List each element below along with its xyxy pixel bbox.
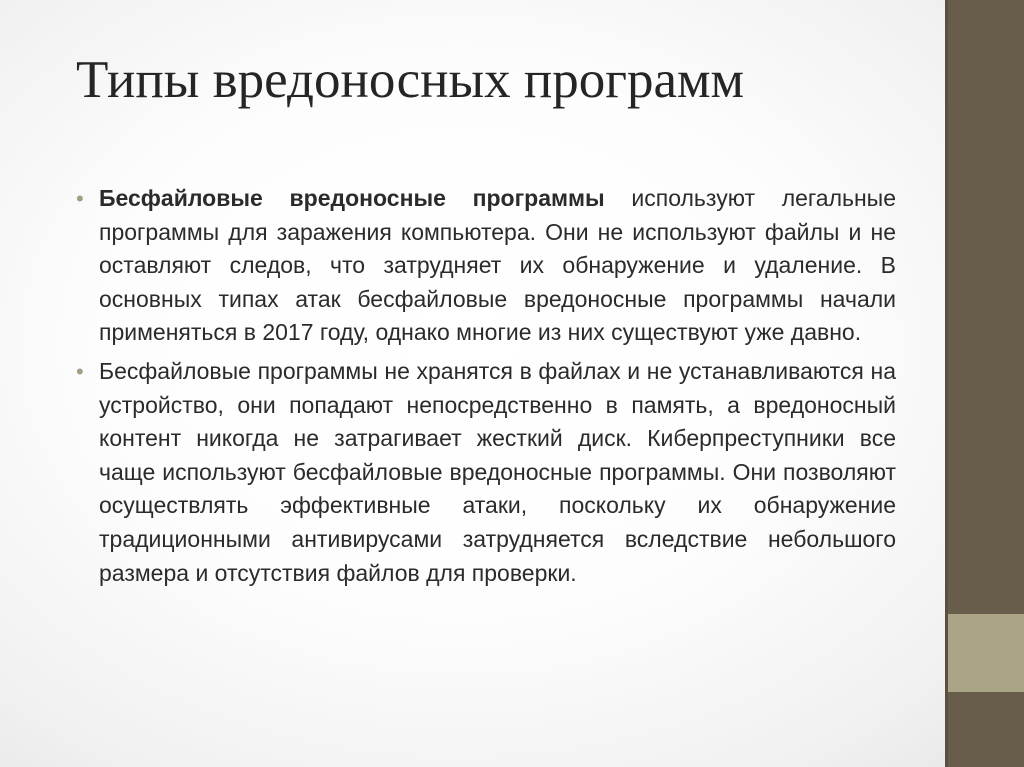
bullet-list: [76, 182, 896, 590]
bullet-2-text: Бесфайловые программы не хранятся в файлах и не устанавливаются на устройство, они попадают непосредственно в память, а вредоносный контент никогда не затрагивает жесткий диск. Киберпреступники все чаще используют бесфайловые вредоносные программы. Они позволяют осуществлять эффективные атаки, поскольку их обнаружение традиционными антивирусами затрудняется вследствие небольшого размера и отсутствия файлов для проверки.: [99, 357, 896, 586]
slide-title: Типы вредоносных программ: [76, 51, 745, 109]
bullet-item-2: [76, 355, 896, 590]
slide-content: [76, 182, 896, 595]
bullet-1-bold-text: Бесфайловые вредоносные программы: [99, 185, 605, 211]
bullet-marker: •: [76, 358, 84, 384]
side-decoration-accent: [948, 614, 1024, 692]
bullet-1-text: используют легальные программы для заражения компьютера. Они не используют файлы и не оставляют следов, что затрудняет их обнаружение и удаление. В основных типах атак бесфайловые вредоносные программы начали применяться в 2017 году, однако многие из них существуют уже давно.: [99, 185, 897, 346]
bullet-marker: •: [76, 186, 84, 211]
bullet-item-1: [76, 182, 896, 350]
